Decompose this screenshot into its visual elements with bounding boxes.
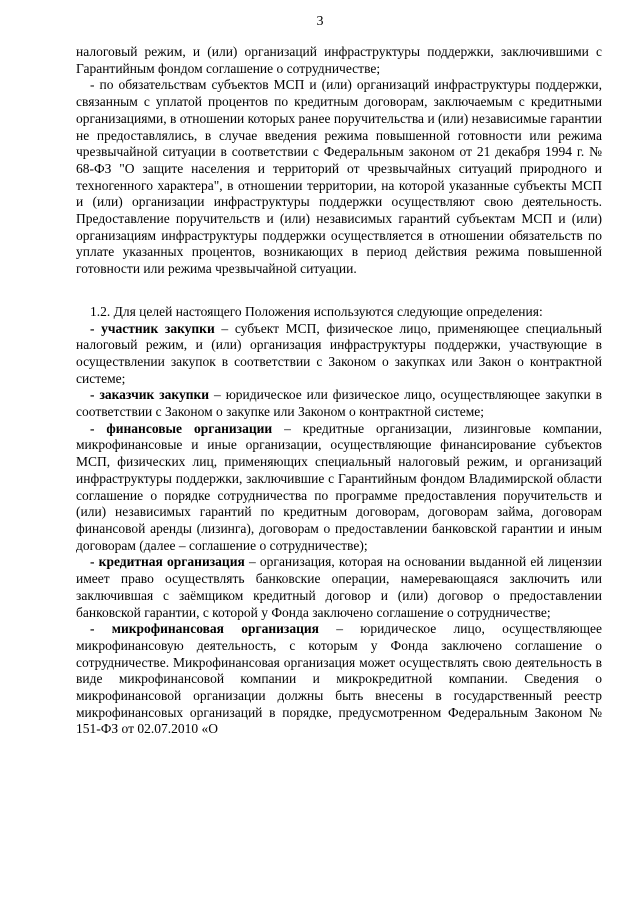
paragraph-gap	[76, 278, 602, 304]
paragraph-bullet-msp: - по обязательствам субъектов МСП и (или) организаций инфраструктуры поддержки, связанным с уплатой процентов по кредитным договорам, заключаемым с кредитными организациями, в отношении которых ранее поручительства и (или) независимые гарантии не предоставлялись, в случае введения режима повышенной готовности или режима чрезвычайной ситуации в соответствии с Федеральным законом от 21 декабря 1994 г. № 68-ФЗ "О защите населения и территорий от чрезвычайных ситуаций природного и техногенного характера", в отношении территории, на которой указанные субъекты МСП и (или) организации инфраструктуры поддержки осуществляют свою деятельность. Предоставление поручительств и (или) независимых гарантий субъектам МСП и (или) организациям инфраструктуры поддержки осуществляется в отношении обязательств по уплате указанных процентов, возникающих в период действия режима повышенной готовности или режима чрезвычайной ситуации.	[76, 77, 602, 277]
continuation-paragraph: налоговый режим, и (или) организаций инфраструктуры поддержки, заключившими с Гарантийным фондом соглашение о сотрудничестве;	[76, 44, 602, 76]
definition-microfinance-organization	[76, 621, 602, 738]
section-1-2-intro: 1.2. Для целей настоящего Положения используются следующие определения:	[90, 303, 543, 319]
definition-term: - кредитная организация	[90, 554, 245, 570]
definition-customer	[76, 387, 602, 420]
definition-text: – кредитные организации, лизинговые компании, микрофинансовые и иные организации, осуществляющие финансирование субъектов МСП, физических лиц, применяющих специальный налоговый режим, и организаций инфраструктуры поддержки, заключившие с Гарантийным фондом Владимирской области соглашение о порядке сотрудничества по программе предоставления поручительств и (или) независимых гарантий по кредитным договорам, договорам займа, договорам финансовой аренды (лизинга), договорам о предоставлении банковской гарантии и иным договорам (далее – соглашение о сотрудничестве);	[76, 420, 603, 553]
definition-text: – организация, которая на основании выданной ей лицензии имеет право осуществлять банковские операции, намеревающаяся заключить или заключившая с заёмщиком кредитный договор и (или) договор о предоставлении банковской гарантии, с которой у Фонда заключено соглашение о сотрудничестве;	[76, 554, 602, 620]
definition-credit-organization	[76, 554, 602, 621]
definition-term: - участник закупки	[90, 320, 215, 336]
definition-financial-organizations	[76, 421, 602, 555]
page-number: 3	[316, 14, 324, 29]
definition-text: – субъект МСП, физическое лицо, применяющее специальный налоговый режим, и (или) организация инфраструктуры поддержки, участвующие в осуществлении закупок в соответствии с Законом о закупках или Закон о контрактной системе;	[76, 320, 602, 386]
definition-term: - микрофинансовая организация	[90, 621, 319, 637]
definition-term: - финансовые организации	[90, 420, 273, 436]
definition-participant	[76, 321, 602, 388]
definition-text: – юридическое лицо, осуществляющее микрофинансовую деятельность, с которым у Фонда заключено соглашение о сотрудничестве. Микрофинансовая организация может осуществлять свою деятельность в виде микрофинансовой компании и микрокредитной компании. Сведения о микрофинансовой организации должны быть внесены в государственный реестр микрофинансовых организаций в порядке, предусмотренном Федеральным Законом № 151-ФЗ от 02.07.2010 «О	[76, 621, 602, 737]
definition-text: – юридическое или физическое лицо, осуществляющее закупки в соответствии с Законом о закупке или Законом о контрактной системе;	[76, 387, 603, 420]
document-body	[76, 44, 602, 738]
definition-term: - заказчик закупки	[90, 387, 210, 403]
